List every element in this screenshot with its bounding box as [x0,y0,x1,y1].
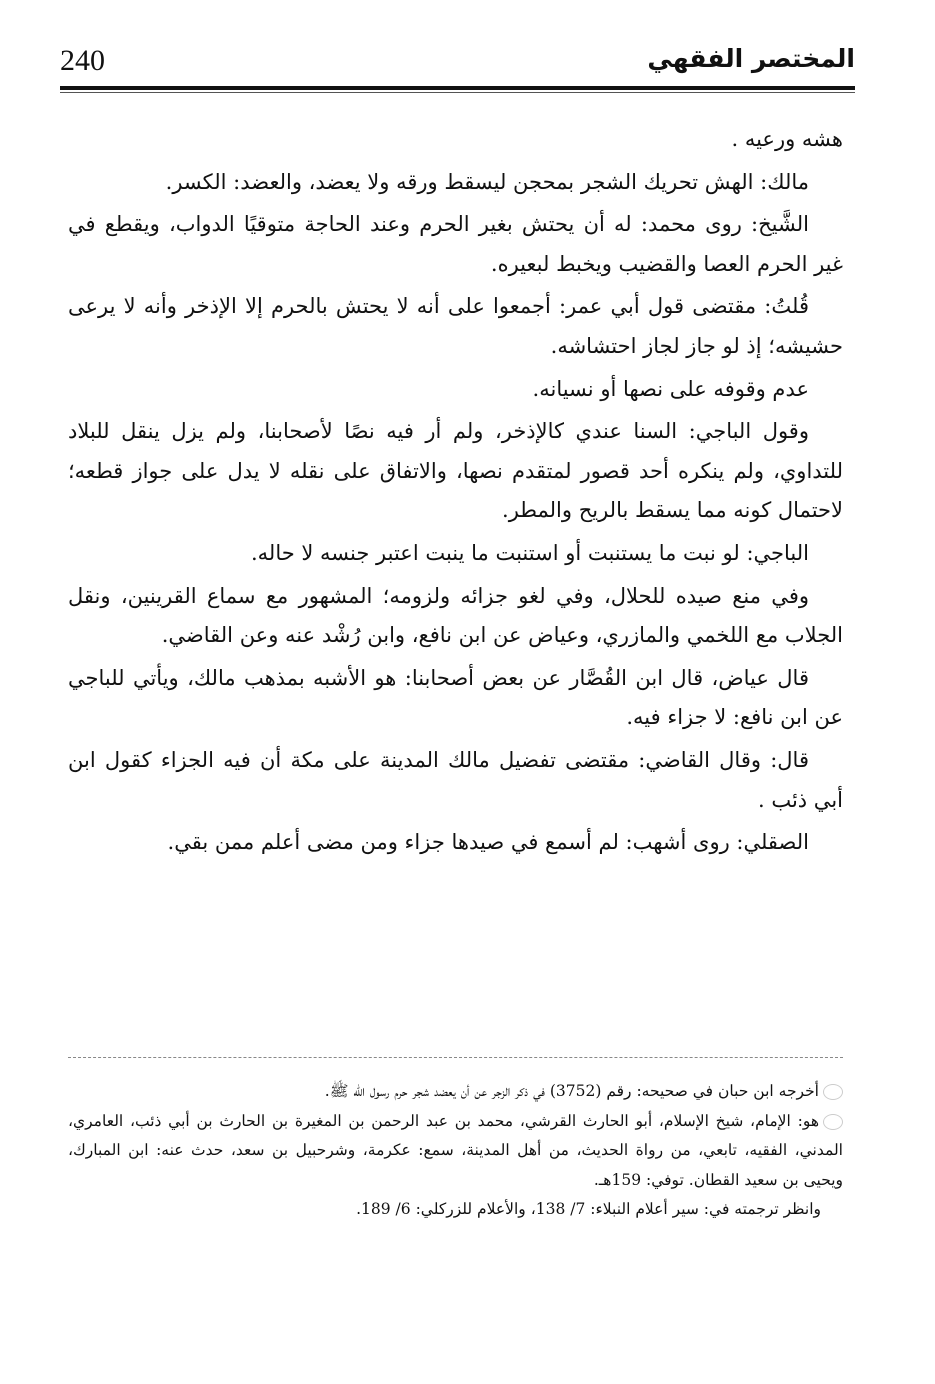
header-rule [60,86,855,90]
paragraph: قُلتُ: مقتضى قول أبي عمر: أجمعوا على أنه لا يحتش بالحرم إلا الإذخر وأنه لا يرعى حشيشه؛ إذ لو جاز لجاز احتشاشه. [68,294,843,358]
footnote-text: أخرجه ابن حبان في صحيحه: رقم (3752) في ذكر الزجر عن أن يعضد شجر حرم رسول الله ﷺ. [324,1082,819,1100]
paragraph: عدم وقوفه على نصها أو نسيانه. [532,376,809,401]
footnote-marker [823,1114,843,1130]
main-text [68,120,843,866]
paragraph: الصقلي: روى أشهب: لم أسمع في صيدها جزاء ومن مضى أعلم ممن بقي. [167,830,809,855]
running-title: المختصر الفقهي [647,44,855,73]
paragraph: وقول الباجي: السنا عندي كالإذخر، ولم أر فيه نصًا لأصحابنا، ولم يزل ينقل للبلاد للتداوي، ولم ينكره أحد قصور لمتقدم نصها، والاتفاق على نقله لا يدل على جواز قطعه؛ لاحتمال كونه مما يسقط بالريح والمطر. [68,419,843,523]
footnote-continuation: وانظر ترجمته في: سير أعلام النبلاء: 7/ 138، والأعلام للزركلي: 6/ 189. [356,1200,821,1218]
page-header [60,42,855,90]
paragraph: وفي منع صيده للحلال، وفي لغو جزائه ولزومه؛ المشهور مع سماع القرينين، ونقل الجلاب مع اللخمي والمازري، وعياض عن ابن نافع، وابن رُشْد عنه وعن القاضي. [68,583,843,648]
paragraph: قال عياض، قال ابن القُصَّار عن بعض أصحابنا: هو الأشبه بمذهب مالك، ويأتي للباجي عن ابن نافع: لا جزاء فيه. [68,665,843,730]
page-number: 240 [60,44,105,77]
footnotes [68,1077,843,1225]
footnote [68,1107,843,1196]
footnote-text: هو: الإمام، شيخ الإسلام، أبو الحارث القرشي، محمد بن عبد الرحمن بن المغيرة بن الحارث بن أبي ذئب، العامري، المدني، الفقيه، تابعي، من رواة الحديث، من أهل المدينة، سمع: عكرمة، وشرحبيل بن سعد، حدث عنه: ابن المبارك، ويحيى بن سعيد القطان. توفي: 159هـ. [68,1111,843,1189]
footnote [68,1077,843,1107]
footnote-separator [68,1057,843,1058]
paragraph: مالك: الهش تحريك الشجر بمحجن ليسقط ورقه ولا يعضد، والعضد: الكسر. [165,169,809,194]
paragraph: هشه ورعيه . [731,127,843,151]
paragraph: الباجي: لو نبت ما يستنبت أو استنبت ما ينبت اعتبر جنسه لا حاله. [251,540,809,565]
paragraph: الشَّيخ: روى محمد: له أن يحتش بغير الحرم وعند الحاجة متوقيًا الدواب، ويقطع في غير الحرم العصا والقضيب ويخبط لبعيره. [68,212,843,276]
paragraph: قال: وقال القاضي: مقتضى تفضيل مالك المدينة على مكة أن فيه الجزاء كقول ابن أبي ذئب . [68,747,843,812]
footnote-marker [823,1084,843,1100]
